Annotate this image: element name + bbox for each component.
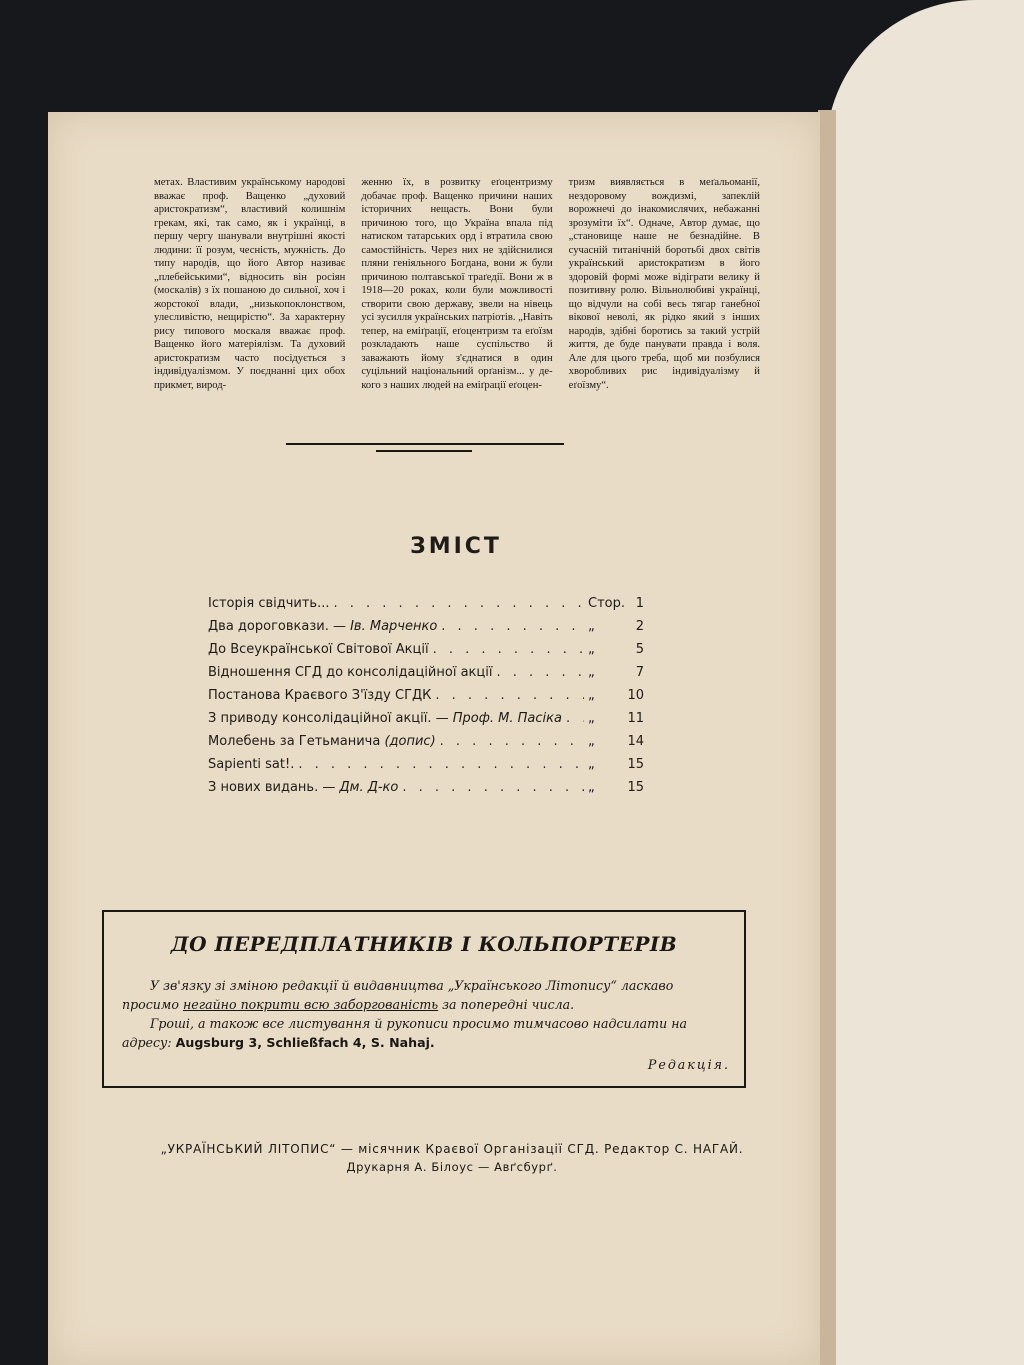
toc-entry-title: Відношення СГД до консолідаційної акції <box>208 665 493 680</box>
toc-entry-title: Історія свідчить... <box>208 596 330 611</box>
article-column-2: женню їх, в розвитку еґоцентризму добачає проф. Ващенко причини наших історичних нещасть. Вони були причиною того, що Україна впала під натиском татарських орд і втратила свою самостійність. Через них не здійснилися пляни геніяльного Богдана, вони ж були причиною полтавської траґедії. Вони ж в 1918—20 роках, коли були можливості створити свою державу, звели на нівець усі зусилля українських патріотів. „Навіть тепер, на еміґрації, еґоцентризм та еґоїзм розкладають наше суспільство й заважають йому з'єднатися в один суцільний національний орґанізм... у де-кого з наших людей на еміґрації еґоцен- <box>361 177 553 391</box>
toc-dot-leader <box>441 619 584 634</box>
toc-entry-author: (допис) <box>384 734 436 749</box>
article-column-3: тризм виявляється в меґальоманії, нездоровому вождизмі, запеклій ворожнечі до інакомислячих, небажанні зрозуміти їх“. Одначе, Автор думає, що „становище наше не безнадійне. В сучасній титанічній боротьбі двох світів український аристократизм в його здоровій формі може відіграти велику й позитивну ролю. Вільнолюбиві українці, що відчули на собі весь тягар ганебної вікової неволі, як рідко який з інших народів, здібні боротись за такий устрій життя, де буде панувати правда і воля. Але для цього треба, щоб ми позбулися хворобливих рис індивідуалізму й еґоїзму“. <box>568 177 760 391</box>
toc-entry <box>208 619 644 642</box>
toc-page-marker: „ <box>588 619 595 634</box>
document-page <box>48 112 820 1365</box>
toc-entry <box>208 780 644 803</box>
notice-body <box>122 976 726 1052</box>
toc-entry-title: З приводу консолідаційної акції. — Проф. М. Пасіка <box>208 711 562 726</box>
toc-dot-leader <box>435 688 584 703</box>
toc-page-number: 7 <box>635 665 644 680</box>
notice-underlined-text: негайно покрити всю заборгованість <box>182 997 439 1012</box>
toc-page-marker: „ <box>588 734 595 749</box>
toc-dot-leader <box>433 642 584 657</box>
toc-page-marker: „ <box>588 688 595 703</box>
toc-page-marker: „ <box>588 642 595 657</box>
article-column-1: метах. Властивим українському народові вважає проф. Ващенко „духовий аристократизм“, властивий колишнім грекам, які, так само, як і українці, в першу чергу шанували внутрішні якості людини: її розум, чесність, мужність. До типу народів, що його Автор називає „плебейськими“, відносить він росіян (москалів) з їх пошаною до сильної, хоч і жорстокої влади, „низькопоклонством, улесливістю, нещирістю“. За характерну рису типового москаля вважає проф. Ващенко його матеріялізм. Та духовий аристократизм часто посідується з індивідуалізмом. У поєднанні цих обох прикмет, вирод- <box>154 177 346 391</box>
toc-page-number: 11 <box>627 711 644 726</box>
printer-imprint: Друкарня А. Білоус — Авґсбурґ. <box>346 1160 558 1174</box>
toc-page-marker: Стор. <box>588 596 625 611</box>
toc-page-number: 15 <box>627 757 644 772</box>
toc-dot-leader <box>496 665 584 680</box>
mailing-address: Augsburg 3, Schließfach 4, S. Nahaj. <box>175 1035 435 1050</box>
toc-entry <box>208 757 644 780</box>
toc-entry-author: Дм. Д-ко <box>339 780 399 795</box>
toc-entry-title: Молебень за Гетьманича (допис) <box>208 734 436 749</box>
toc-entry <box>208 734 644 757</box>
toc-entry <box>208 688 644 711</box>
toc-dot-leader <box>402 780 584 795</box>
notice-title: ДО ПЕРЕДПЛАТНИКІВ І КОЛЬПОРТЕРІВ <box>170 932 678 956</box>
toc-entry-title: Два дороговкази. — Ів. Марченко <box>208 619 438 634</box>
toc-page-number: 5 <box>635 642 644 657</box>
page-edge <box>818 110 836 1365</box>
article-columns <box>154 176 760 392</box>
toc-page-number: 1 <box>635 596 644 611</box>
toc-entry <box>208 711 644 734</box>
toc-dot-leader <box>440 734 584 749</box>
toc-page-number: 15 <box>627 780 644 795</box>
toc-entry <box>208 596 644 619</box>
toc-page-number: 10 <box>627 688 644 703</box>
separator-rule-long <box>286 443 564 445</box>
toc-page-marker: „ <box>588 780 595 795</box>
toc-entry-author: Проф. М. Пасіка <box>452 711 562 726</box>
toc-dot-leader <box>334 596 585 611</box>
toc-title: ЗМІСТ <box>410 534 502 559</box>
toc-entry-title: З нових видань. — Дм. Д-ко <box>208 780 399 795</box>
toc-dot-leader <box>566 711 584 726</box>
toc-entry-title: Постанова Краєвого З'їзду СГДК <box>208 688 432 703</box>
subscriber-notice-box <box>102 910 746 1088</box>
notice-paragraph-2: Гроші, а також все листування й рукописи просимо тимчасово надсилати на адресу: Augsburg 3, Schließfach 4, S. Nahaj. <box>122 1016 688 1050</box>
toc-page-number: 14 <box>627 734 644 749</box>
toc-entry-title: Sapienti sat!. <box>208 757 295 772</box>
toc-entry-author: Ів. Марченко <box>350 619 438 634</box>
table-of-contents <box>208 596 644 803</box>
toc-page-number: 2 <box>635 619 644 634</box>
toc-entry <box>208 665 644 688</box>
toc-entry <box>208 642 644 665</box>
toc-dot-leader <box>298 757 584 772</box>
notice-signature: Редакція. <box>647 1057 730 1072</box>
toc-page-marker: „ <box>588 711 595 726</box>
toc-page-marker: „ <box>588 665 595 680</box>
toc-entry-title: До Всеукраїнської Світової Акції <box>208 642 429 657</box>
publication-imprint: „УКРАЇНСЬКИЙ ЛІТОПИС“ — місячник Краєвої Організації СГД. Редактор С. НАГАЙ. <box>160 1142 744 1156</box>
notice-paragraph-1: У зв'язку зі зміною редакції й видавництва „Українського Літопису“ ласкаво просимо негайно покрити всю заборгованість за попередні числа. <box>122 978 674 1012</box>
toc-page-marker: „ <box>588 757 595 772</box>
separator-rule-short <box>376 450 472 452</box>
